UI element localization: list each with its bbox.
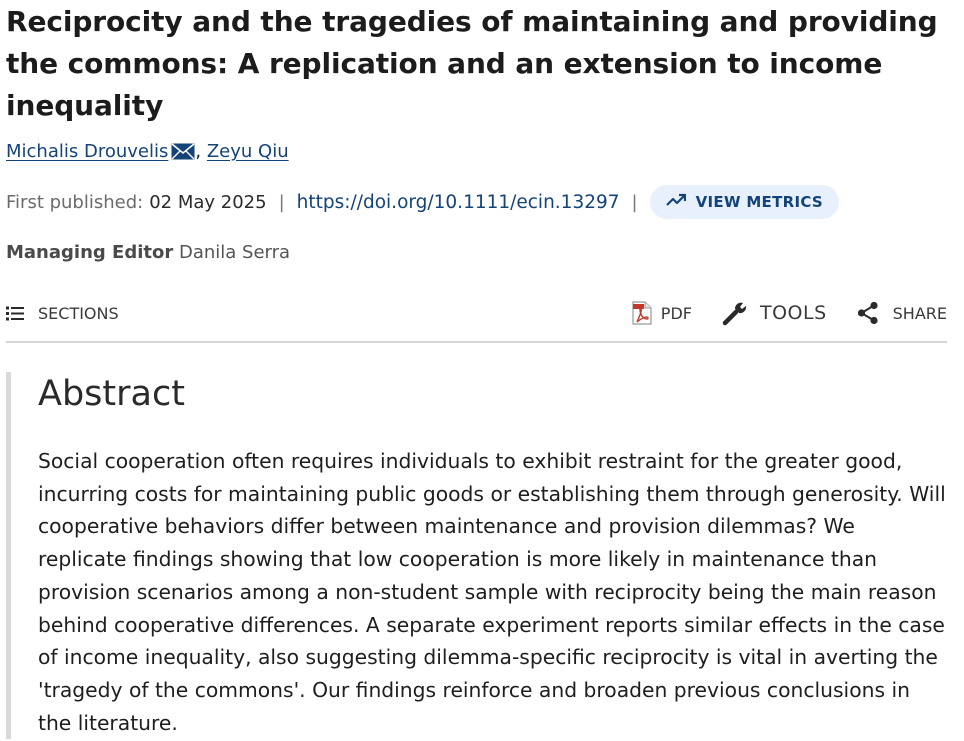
managing-editor-row [6,242,947,263]
toolbar-actions [602,300,947,326]
author-list [6,140,947,164]
view-metrics-label: VIEW METRICS [695,193,824,211]
editor-name: Danila Serra [178,242,291,263]
tools-label: TOOLS [759,302,827,324]
published-label: First published: [6,191,144,213]
abstract-heading: Abstract [38,374,185,414]
article-title: Reciprocity and the tragedies of maintaining and providing the commons: A replication and an extension to income inequality [6,5,938,122]
share-button[interactable] [857,301,947,325]
sections-label: SECTIONS [38,303,119,323]
share-icon [857,301,879,325]
pdf-icon [632,301,652,325]
share-label: SHARE [892,303,947,323]
article-toolbar [6,285,947,343]
publication-info-row [6,185,947,219]
separator: | [631,191,638,213]
sections-button[interactable] [6,304,119,323]
separator: | [278,191,285,213]
view-metrics-button[interactable] [650,185,839,219]
author-separator: , [195,141,202,162]
author-link-drouvelis[interactable]: Michalis Drouvelis [6,141,169,162]
pdf-label: PDF [660,303,692,323]
abstract-section [6,372,947,739]
tools-button[interactable] [722,300,827,326]
trending-up-icon [666,193,686,211]
doi-link[interactable]: https://doi.org/10.1111/ecin.13297 [296,191,620,213]
email-icon[interactable] [171,143,195,160]
pdf-button[interactable] [632,301,692,325]
abstract-text: Social cooperation often requires individuals to exhibit restraint for the greater good, incurring costs for maintaining public goods or establishing them through generosity. Will cooperative behaviors differ between maintenance and provision dilemmas? We replicate findings showing that low cooperation is more likely in maintenance than provision scenarios among a non-student sample with reciprocity being the main reason behind cooperative differences. A separate experiment reports similar effects in the case of income inequality, also suggesting dilemma-specific reciprocity is vital in averting the 'tragedy of the commons'. Our findings reinforce and broaden previous conclusions in the literature. [38,449,946,735]
published-date: 02 May 2025 [149,191,267,213]
wrench-icon [722,300,748,326]
author-link-qiu[interactable]: Zeyu Qiu [206,141,289,162]
list-icon [6,306,24,321]
editor-label: Managing Editor [6,242,174,263]
